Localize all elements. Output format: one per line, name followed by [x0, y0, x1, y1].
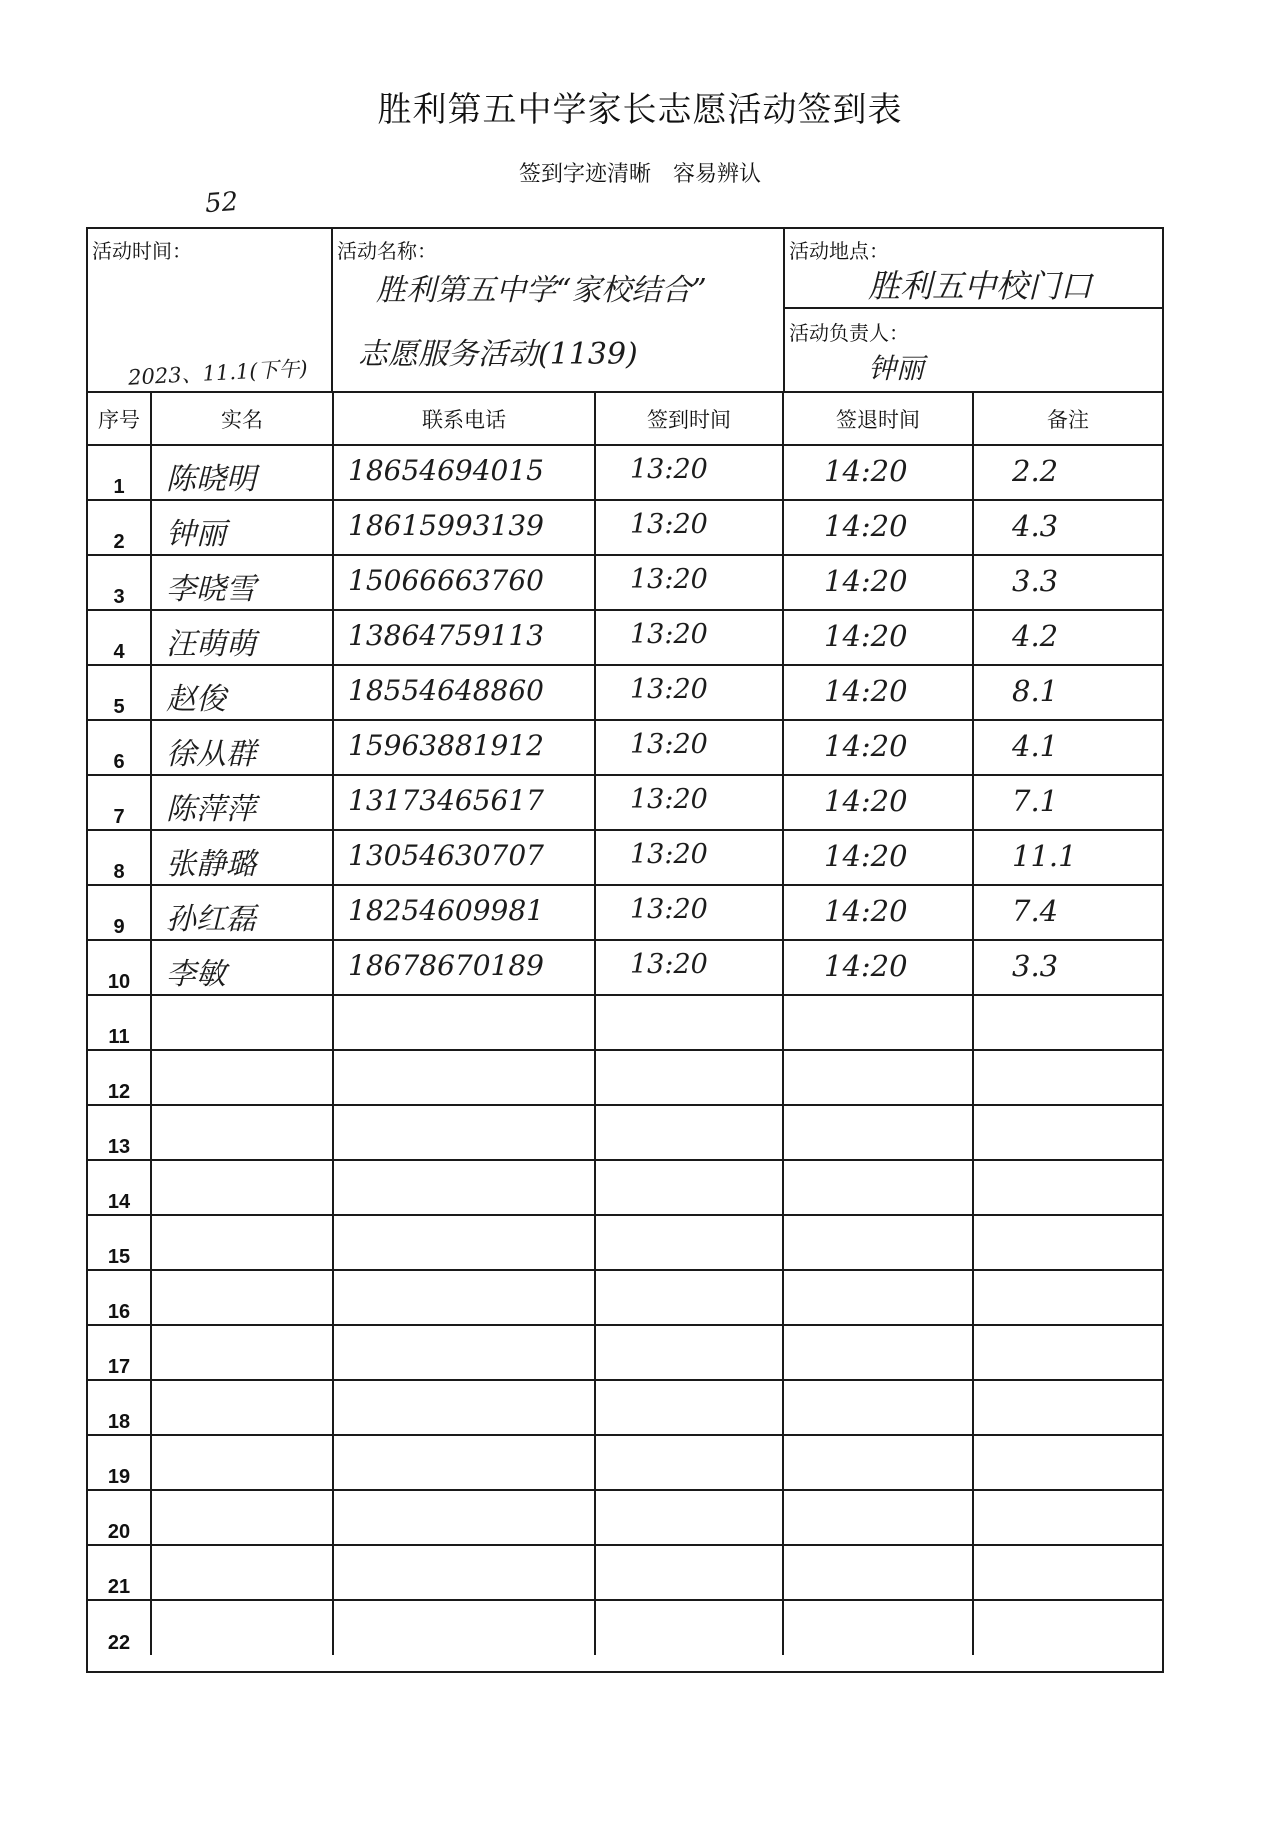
- cell-note: [973, 1325, 1162, 1380]
- cell-signin-time: [595, 1160, 783, 1215]
- activity-place-value: 胜利五中校门口: [868, 267, 1093, 305]
- activity-header: [88, 229, 1162, 393]
- page-title: 胜利第五中学家长志愿活动签到表: [377, 90, 903, 130]
- cell-phone-text: 15963881912: [348, 729, 544, 762]
- cell-phone: [333, 1325, 595, 1380]
- cell-name: [151, 1600, 333, 1655]
- cell-name: [151, 665, 333, 720]
- cell-signin-time: [595, 1380, 783, 1435]
- cell-signin-time: [595, 1105, 783, 1160]
- row-number: 17: [88, 1325, 151, 1380]
- cell-phone: [333, 940, 595, 995]
- row-number: 13: [88, 1105, 151, 1160]
- cell-name-text: 张静璐: [166, 847, 256, 882]
- cell-phone: [333, 665, 595, 720]
- cell-phone: [333, 775, 595, 830]
- table-row: [88, 1545, 1162, 1600]
- col-header-phone: 联系电话: [333, 393, 595, 445]
- cell-signin-time: [595, 1050, 783, 1105]
- cell-signout-time: [783, 445, 973, 500]
- cell-note: [973, 995, 1162, 1050]
- handwritten-batch-mark: 52: [203, 186, 240, 220]
- cell-name: [151, 1270, 333, 1325]
- cell-signin-time: [595, 1490, 783, 1545]
- cell-note: [973, 1435, 1162, 1490]
- signin-sheet: [86, 227, 1164, 1673]
- cell-note: [973, 500, 1162, 555]
- cell-signin-time-text: 13:20: [630, 784, 708, 815]
- table-row: [88, 500, 1162, 555]
- row-number: 15: [88, 1215, 151, 1270]
- row-number: 10: [88, 940, 151, 995]
- cell-signout-time-text: 14:20: [824, 894, 908, 928]
- cell-note: [973, 1600, 1162, 1655]
- cell-note: [973, 1380, 1162, 1435]
- cell-signout-time-text: 14:20: [824, 564, 908, 598]
- row-number: 2: [88, 500, 151, 555]
- cell-signout-time: [783, 665, 973, 720]
- cell-signin-time-text: 13:20: [630, 509, 708, 540]
- table-row: [88, 1160, 1162, 1215]
- cell-phone: [333, 830, 595, 885]
- cell-signin-time: [595, 445, 783, 500]
- cell-signin-time: [595, 1215, 783, 1270]
- cell-note: [973, 775, 1162, 830]
- cell-name: [151, 940, 333, 995]
- cell-phone: [333, 500, 595, 555]
- cell-phone-text: 13054630707: [348, 839, 544, 872]
- cell-signin-time-text: 13:20: [630, 839, 708, 870]
- table-row: [88, 1270, 1162, 1325]
- activity-name-line1: 胜利第五中学“家校结合”: [376, 273, 707, 308]
- cell-signout-time-text: 14:20: [824, 784, 908, 818]
- cell-signout-time: [783, 1050, 973, 1105]
- row-number: 4: [88, 610, 151, 665]
- cell-signout-time: [783, 940, 973, 995]
- cell-signin-time: [595, 1270, 783, 1325]
- cell-signout-time: [783, 775, 973, 830]
- cell-signout-time: [783, 610, 973, 665]
- row-number: 22: [88, 1600, 151, 1655]
- cell-name-text: 徐从群: [166, 737, 256, 772]
- col-header-note: 备注: [973, 393, 1162, 445]
- cell-signin-time-text: 13:20: [630, 949, 708, 980]
- col-header-name: 实名: [151, 393, 333, 445]
- cell-signout-time-text: 14:20: [824, 619, 908, 653]
- table-row: [88, 1050, 1162, 1105]
- cell-signin-time: [595, 885, 783, 940]
- cell-name-text: 汪萌萌: [166, 627, 256, 662]
- cell-name: [151, 555, 333, 610]
- cell-signout-time-text: 14:20: [824, 674, 908, 708]
- cell-signin-time: [595, 1600, 783, 1655]
- cell-name: [151, 610, 333, 665]
- cell-signin-time: [595, 940, 783, 995]
- cell-signin-time-text: 13:20: [630, 564, 708, 595]
- row-number: 18: [88, 1380, 151, 1435]
- row-number: 12: [88, 1050, 151, 1105]
- cell-signout-time: [783, 1270, 973, 1325]
- cell-note: [973, 1215, 1162, 1270]
- cell-phone: [333, 1490, 595, 1545]
- table-header-row: [88, 393, 1162, 445]
- cell-note-text: 11.1: [1012, 839, 1077, 873]
- cell-name: [151, 775, 333, 830]
- cell-name: [151, 1490, 333, 1545]
- row-number: 14: [88, 1160, 151, 1215]
- cell-phone-text: 18615993139: [348, 509, 544, 542]
- cell-phone: [333, 1270, 595, 1325]
- cell-signin-time: [595, 1545, 783, 1600]
- cell-note-text: 7.4: [1012, 894, 1059, 928]
- cell-signout-time-text: 14:20: [824, 454, 908, 488]
- row-number: 16: [88, 1270, 151, 1325]
- cell-note-text: 4.3: [1012, 509, 1059, 543]
- cell-signin-time: [595, 665, 783, 720]
- cell-name-text: 陈萍萍: [166, 792, 256, 827]
- cell-phone: [333, 885, 595, 940]
- cell-phone: [333, 1380, 595, 1435]
- cell-phone-text: 13173465617: [348, 784, 544, 817]
- cell-name: [151, 720, 333, 775]
- cell-signin-time: [595, 1325, 783, 1380]
- cell-signout-time: [783, 1380, 973, 1435]
- cell-phone: [333, 1050, 595, 1105]
- cell-signin-time: [595, 720, 783, 775]
- cell-signin-time: [595, 775, 783, 830]
- cell-signout-time: [783, 555, 973, 610]
- cell-name-text: 钟丽: [166, 517, 226, 552]
- cell-note: [973, 720, 1162, 775]
- cell-signout-time: [783, 500, 973, 555]
- signin-table: [88, 393, 1162, 1655]
- row-number: 1: [88, 445, 151, 500]
- cell-phone-text: 18254609981: [348, 894, 544, 927]
- cell-note-text: 2.2: [1012, 454, 1059, 488]
- row-number: 8: [88, 830, 151, 885]
- page-subtitle: 签到字迹清晰 容易辨认: [518, 162, 761, 187]
- row-number: 7: [88, 775, 151, 830]
- cell-phone: [333, 720, 595, 775]
- cell-name: [151, 830, 333, 885]
- activity-place-label: 活动地点：: [789, 239, 889, 263]
- cell-name: [151, 1105, 333, 1160]
- cell-note-text: 4.2: [1012, 619, 1059, 653]
- activity-name-label: 活动名称：: [337, 239, 437, 263]
- cell-phone-text: 13864759113: [348, 619, 544, 652]
- activity-name-line2: 志愿服务活动(1139): [358, 337, 638, 372]
- cell-signout-time-text: 14:20: [824, 729, 908, 763]
- cell-note: [973, 830, 1162, 885]
- cell-signin-time: [595, 500, 783, 555]
- row-number: 3: [88, 555, 151, 610]
- cell-signout-time: [783, 1215, 973, 1270]
- cell-signout-time: [783, 995, 973, 1050]
- cell-note: [973, 885, 1162, 940]
- row-number: 20: [88, 1490, 151, 1545]
- cell-signin-time: [595, 1435, 783, 1490]
- table-row: [88, 995, 1162, 1050]
- cell-phone: [333, 555, 595, 610]
- cell-name: [151, 1050, 333, 1105]
- cell-signin-time-text: 13:20: [630, 729, 708, 760]
- cell-signout-time: [783, 1600, 973, 1655]
- cell-note-text: 7.1: [1012, 784, 1059, 818]
- cell-signout-time: [783, 1435, 973, 1490]
- cell-note: [973, 1050, 1162, 1105]
- cell-name: [151, 1160, 333, 1215]
- row-number: 21: [88, 1545, 151, 1600]
- table-row: [88, 1600, 1162, 1655]
- table-row: [88, 665, 1162, 720]
- cell-note-text: 3.3: [1012, 564, 1059, 598]
- table-row: [88, 720, 1162, 775]
- cell-signout-time-text: 14:20: [824, 949, 908, 983]
- cell-phone: [333, 1435, 595, 1490]
- table-row: [88, 1105, 1162, 1160]
- cell-name-text: 陈晓明: [166, 462, 256, 497]
- table-row: [88, 1325, 1162, 1380]
- cell-signin-time-text: 13:20: [630, 454, 708, 485]
- col-header-signout-time: 签退时间: [783, 393, 973, 445]
- cell-name: [151, 1325, 333, 1380]
- cell-signin-time-text: 13:20: [630, 619, 708, 650]
- cell-phone: [333, 1545, 595, 1600]
- cell-signout-time: [783, 885, 973, 940]
- cell-note: [973, 1490, 1162, 1545]
- cell-signout-time-text: 14:20: [824, 839, 908, 873]
- table-row: [88, 940, 1162, 995]
- cell-name-text: 李晓雪: [166, 572, 256, 607]
- cell-phone: [333, 1215, 595, 1270]
- cell-note: [973, 610, 1162, 665]
- table-row: [88, 445, 1162, 500]
- cell-note: [973, 1105, 1162, 1160]
- col-header-signin-time: 签到时间: [595, 393, 783, 445]
- activity-time-label: 活动时间：: [92, 239, 192, 263]
- cell-signout-time: [783, 1160, 973, 1215]
- cell-name: [151, 1215, 333, 1270]
- cell-phone: [333, 1600, 595, 1655]
- cell-signin-time: [595, 610, 783, 665]
- cell-name-text: 赵俊: [166, 682, 226, 717]
- cell-signout-time: [783, 1545, 973, 1600]
- table-row: [88, 830, 1162, 885]
- cell-signout-time: [783, 830, 973, 885]
- activity-time-value: 2023、11.1(下午): [127, 356, 309, 390]
- cell-signin-time: [595, 555, 783, 610]
- table-row: [88, 1435, 1162, 1490]
- cell-phone: [333, 610, 595, 665]
- cell-phone-text: 18554648860: [348, 674, 544, 707]
- cell-note: [973, 1160, 1162, 1215]
- cell-signin-time: [595, 830, 783, 885]
- cell-name: [151, 1380, 333, 1435]
- table-row: [88, 1490, 1162, 1545]
- cell-name: [151, 995, 333, 1050]
- table-row: [88, 1380, 1162, 1435]
- cell-phone-text: 18678670189: [348, 949, 544, 982]
- table-row: [88, 610, 1162, 665]
- row-number: 11: [88, 995, 151, 1050]
- table-row: [88, 775, 1162, 830]
- activity-leader-value: 钟丽: [868, 352, 925, 385]
- row-number: 6: [88, 720, 151, 775]
- cell-note: [973, 940, 1162, 995]
- cell-note: [973, 665, 1162, 720]
- cell-name: [151, 1435, 333, 1490]
- cell-signout-time: [783, 720, 973, 775]
- cell-signin-time-text: 13:20: [630, 674, 708, 705]
- cell-signout-time: [783, 1490, 973, 1545]
- cell-signout-time: [783, 1325, 973, 1380]
- cell-phone: [333, 1105, 595, 1160]
- cell-name: [151, 500, 333, 555]
- cell-phone-text: 18654694015: [348, 454, 544, 487]
- activity-leader-label: 活动负责人：: [789, 321, 909, 345]
- row-number: 5: [88, 665, 151, 720]
- cell-signin-time-text: 13:20: [630, 894, 708, 925]
- cell-name: [151, 1545, 333, 1600]
- cell-signout-time-text: 14:20: [824, 509, 908, 543]
- cell-note: [973, 1545, 1162, 1600]
- cell-note: [973, 445, 1162, 500]
- cell-note-text: 8.1: [1012, 674, 1059, 708]
- cell-note-text: 4.1: [1012, 729, 1059, 763]
- col-header-no: 序号: [88, 393, 151, 445]
- cell-signin-time: [595, 995, 783, 1050]
- cell-note-text: 3.3: [1012, 949, 1059, 983]
- cell-note: [973, 555, 1162, 610]
- table-row: [88, 885, 1162, 940]
- cell-name-text: 孙红磊: [166, 902, 256, 937]
- cell-note: [973, 1270, 1162, 1325]
- cell-name: [151, 445, 333, 500]
- row-number: 19: [88, 1435, 151, 1490]
- row-number: 9: [88, 885, 151, 940]
- cell-phone: [333, 1160, 595, 1215]
- cell-phone: [333, 995, 595, 1050]
- cell-phone-text: 15066663760: [348, 564, 544, 597]
- cell-name-text: 李敏: [166, 957, 226, 992]
- table-row: [88, 555, 1162, 610]
- cell-signout-time: [783, 1105, 973, 1160]
- table-row: [88, 1215, 1162, 1270]
- cell-name: [151, 885, 333, 940]
- cell-phone: [333, 445, 595, 500]
